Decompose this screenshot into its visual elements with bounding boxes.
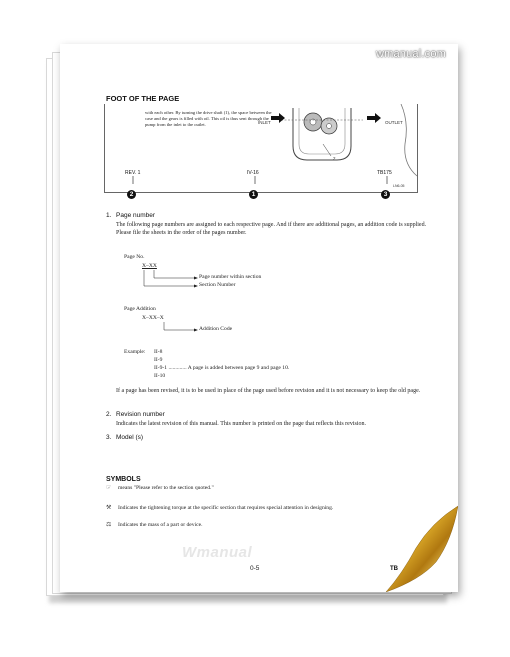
page-number: 0-5 bbox=[250, 565, 260, 572]
document-page bbox=[60, 44, 458, 592]
marker-model: 3 bbox=[381, 190, 390, 199]
wrench-icon: ⚒ bbox=[106, 504, 112, 511]
corner-model-tag: TB bbox=[390, 566, 398, 572]
symbol-description: Indicates the tightening torque at the specific section that requires special attention in designing. bbox=[118, 505, 334, 511]
page-curl-icon bbox=[60, 44, 458, 592]
item-number: 3. bbox=[106, 434, 112, 441]
item-title-revision-number: Revision number bbox=[116, 411, 165, 418]
bottom-watermark: Wmanual bbox=[182, 544, 253, 561]
page-within-section-label: Page number within section bbox=[199, 274, 262, 280]
page-no-label: Page No. bbox=[124, 254, 145, 260]
inlet-label: INLET bbox=[258, 120, 271, 125]
page-no-format: X–XX bbox=[142, 263, 157, 269]
example-line: II-10 bbox=[154, 373, 166, 379]
weight-icon: ⚖ bbox=[106, 521, 112, 528]
outlet-label: OUTLET bbox=[385, 120, 403, 125]
marker-revision: 2 bbox=[127, 190, 136, 199]
marker-page: 1 bbox=[249, 190, 258, 199]
symbol-description: means "Please refer to the section quoted." bbox=[118, 485, 214, 491]
section-number-label: Section Number bbox=[199, 282, 236, 288]
site-watermark: wmanual.com bbox=[375, 48, 446, 60]
item-text-revision-number: Indicates the latest revision of this manual. This number is printed on the page that reflects this revision. bbox=[116, 421, 366, 427]
example-label: Example: bbox=[124, 349, 146, 355]
revision-tag: REV. 1 bbox=[125, 170, 141, 176]
page-addition-label: Page Addition bbox=[124, 306, 156, 312]
addition-code-label: Addition Code bbox=[199, 326, 233, 332]
page-tag: IV-16 bbox=[247, 170, 259, 176]
revised-note: If a page has been revised, it is to be used in place of the page used before revision and it is not necessary to keep the old page. bbox=[116, 388, 421, 394]
section-heading: FOOT OF THE PAGE bbox=[106, 94, 180, 103]
item-title-page-number: Page number bbox=[116, 212, 156, 219]
example-line: II-8 bbox=[154, 349, 163, 355]
symbols-heading: SYMBOLS bbox=[106, 476, 141, 483]
symbol-description: Indicates the mass of a part or device. bbox=[118, 522, 203, 528]
callout-number: 2 bbox=[333, 156, 336, 161]
example-line: II-9 bbox=[154, 357, 163, 363]
page-addition-format: X–XX–X bbox=[142, 315, 164, 321]
figure-text: with each other. By turning the drive shaft (1), the space between the case and the gears is filled with oil. This oil is thus sent through the pump from the inlet to the outlet. bbox=[145, 110, 272, 127]
example-line: II-9-1 ............. A page is added between page 9 and page 10. bbox=[154, 365, 290, 371]
item-number: 1. bbox=[106, 212, 112, 219]
figure-code: LN6-05 bbox=[393, 184, 405, 188]
book-reference-icon: ☞ bbox=[106, 484, 112, 491]
item-number: 2. bbox=[106, 411, 112, 418]
model-tag: TB175 bbox=[377, 170, 392, 176]
item-text-page-number: The following page numbers are assigned to each respective page. And if there are additional pages, an addition code is supplied. Please file the sheets in the order of the pages number. bbox=[116, 222, 427, 236]
item-title-models: Model (s) bbox=[116, 434, 144, 441]
